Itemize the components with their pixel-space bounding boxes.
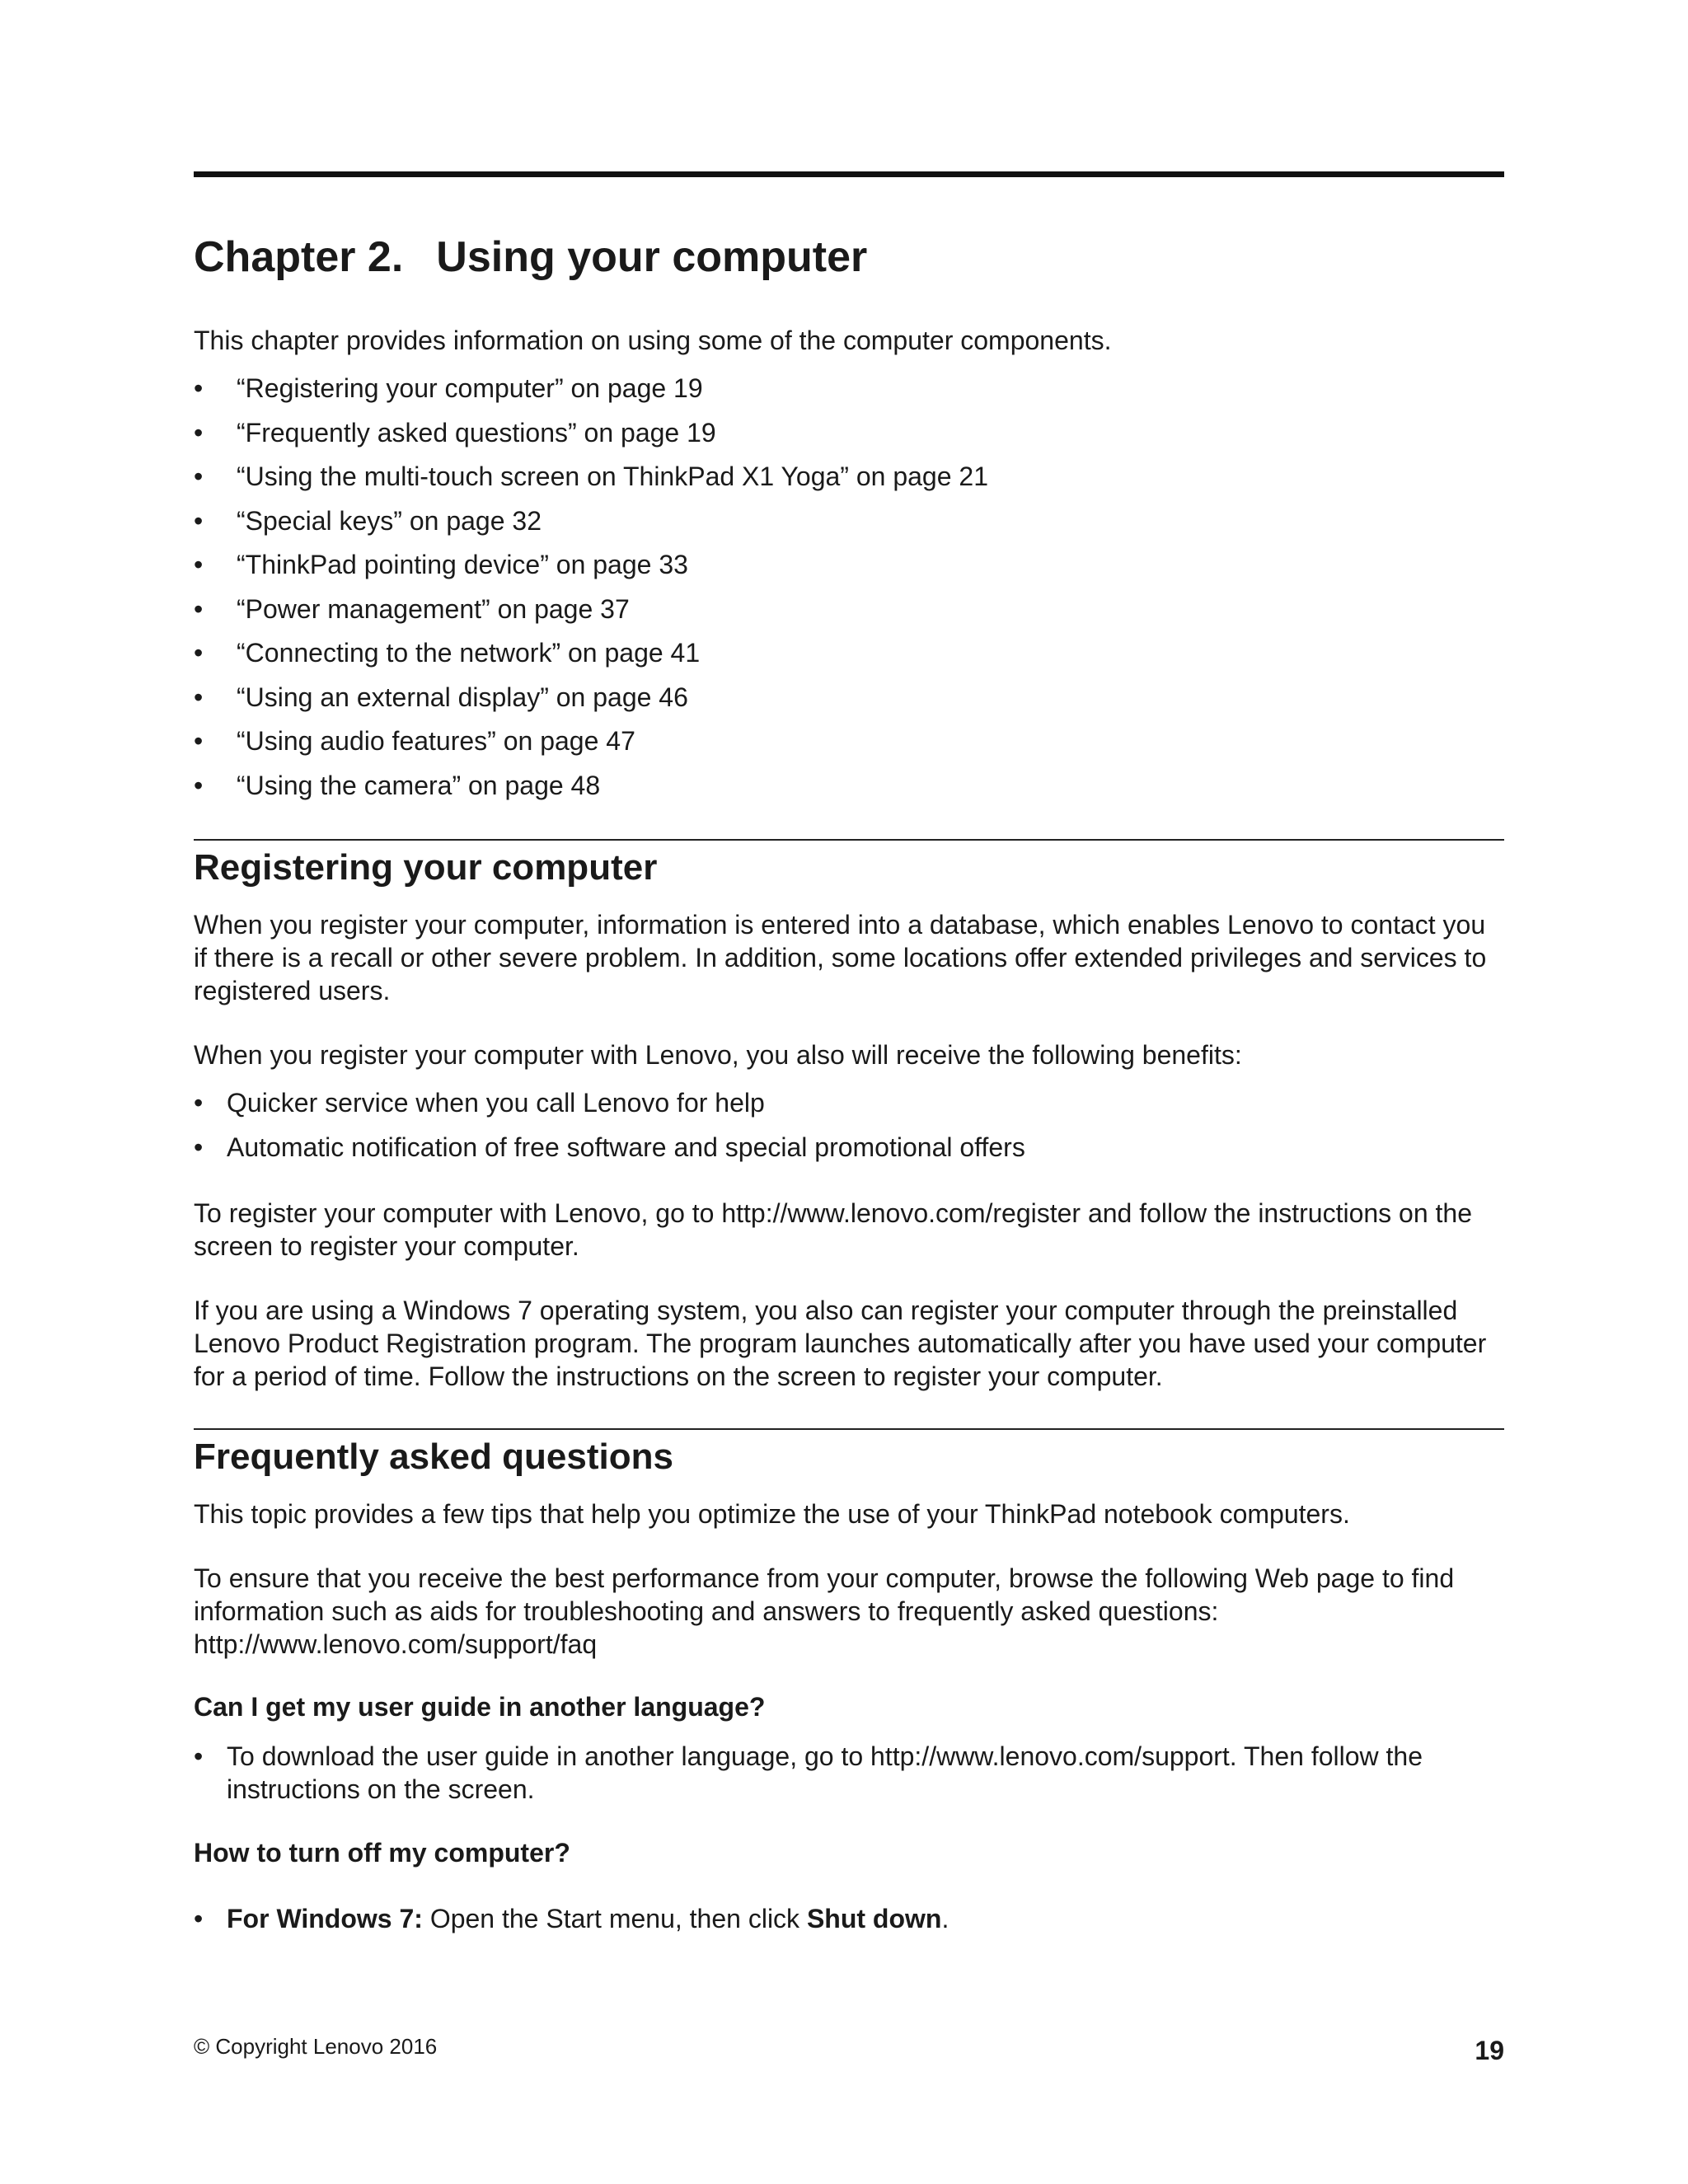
chapter-heading xyxy=(194,232,867,282)
chapter-top-rule xyxy=(194,171,1504,177)
faq-paragraph-1: This topic provides a few tips that help you optimize the use of your ThinkPad notebook computers. xyxy=(194,1499,1350,1529)
registering-paragraph-2: When you register your computer with Lenovo, you also will receive the following benefits: xyxy=(194,1040,1242,1070)
section-heading-faq: Frequently asked questions xyxy=(194,1436,673,1477)
toc-item[interactable]: • “Frequently asked questions” on page 19 xyxy=(194,416,1504,461)
toc-item[interactable]: • “Special keys” on page 32 xyxy=(194,504,1504,549)
faq-question-1: Can I get my user guide in another language? xyxy=(194,1692,766,1722)
faq-answer-2 xyxy=(194,1902,1504,1935)
benefit-item: • Automatic notification of free software and special promotional offers xyxy=(194,1131,1504,1164)
section-rule xyxy=(194,839,1504,841)
answer-2-text: Open the Start menu, then click xyxy=(422,1904,807,1933)
faq-question-2: How to turn off my computer? xyxy=(194,1838,570,1868)
toc-item[interactable]: • “Using audio features” on page 47 xyxy=(194,724,1504,769)
registering-paragraph-3: To register your computer with Lenovo, go to http://www.lenovo.com/register and follow the instructions on the screen to register your computer. xyxy=(194,1198,1473,1261)
faq-answer-1-list xyxy=(194,1740,1504,1817)
chapter-toc-list xyxy=(194,372,1504,813)
toc-item[interactable]: • “Power management” on page 37 xyxy=(194,593,1504,637)
document-page xyxy=(194,0,1504,2184)
windows7-label: For Windows 7: xyxy=(227,1904,423,1933)
section-rule xyxy=(194,1428,1504,1430)
shut-down-label: Shut down xyxy=(806,1904,942,1933)
benefits-list xyxy=(194,1086,1504,1175)
registering-paragraph-4: If you are using a Windows 7 operating system, you also can register your computer through the preinstalled Lenovo Product Registration program. The program launches automatically after you have used your computer for a period of time. Follow the instructions on the screen to register your computer. xyxy=(194,1296,1487,1391)
toc-item[interactable]: • “Using an external display” on page 46 xyxy=(194,681,1504,725)
faq-url-link[interactable]: http://www.lenovo.com/support/faq xyxy=(194,1629,598,1659)
chapter-intro: This chapter provides information on using some of the computer components. xyxy=(194,326,1112,355)
chapter-number: Chapter 2. xyxy=(194,233,404,281)
footer-page-number: 19 xyxy=(1475,2036,1504,2065)
benefit-item: • Quicker service when you call Lenovo for help xyxy=(194,1086,1504,1119)
toc-item[interactable]: • “Using the camera” on page 48 xyxy=(194,769,1504,813)
faq-answer-1: • To download the user guide in another language, go to http://www.lenovo.com/support. Then follow the instructions on the screen. xyxy=(194,1740,1504,1806)
toc-item[interactable]: • “ThinkPad pointing device” on page 33 xyxy=(194,548,1504,593)
toc-item[interactable]: • “Using the multi-touch screen on ThinkPad X1 Yoga” on page 21 xyxy=(194,460,1504,504)
answer-2-end: . xyxy=(941,1904,950,1933)
section-heading-registering: Registering your computer xyxy=(194,847,658,888)
registering-paragraph-1: When you register your computer, information is entered into a database, which enables Lenovo to contact you if there is a recall or other severe problem. In addition, some locations offer extended privileges and services to registered users. xyxy=(194,910,1487,1005)
toc-item[interactable]: • “Registering your computer” on page 19 xyxy=(194,372,1504,416)
chapter-title: Using your computer xyxy=(436,233,868,281)
faq-paragraph-2-text: To ensure that you receive the best performance from your computer, browse the following Web page to find information such as aids for troubleshooting and answers to frequently asked questions: xyxy=(194,1563,1455,1626)
toc-item[interactable]: • “Connecting to the network” on page 41 xyxy=(194,636,1504,681)
footer-copyright: © Copyright Lenovo 2016 xyxy=(194,2034,438,2059)
faq-paragraph-2 xyxy=(194,1562,1504,1661)
faq-answer-2-list xyxy=(194,1902,1504,1947)
